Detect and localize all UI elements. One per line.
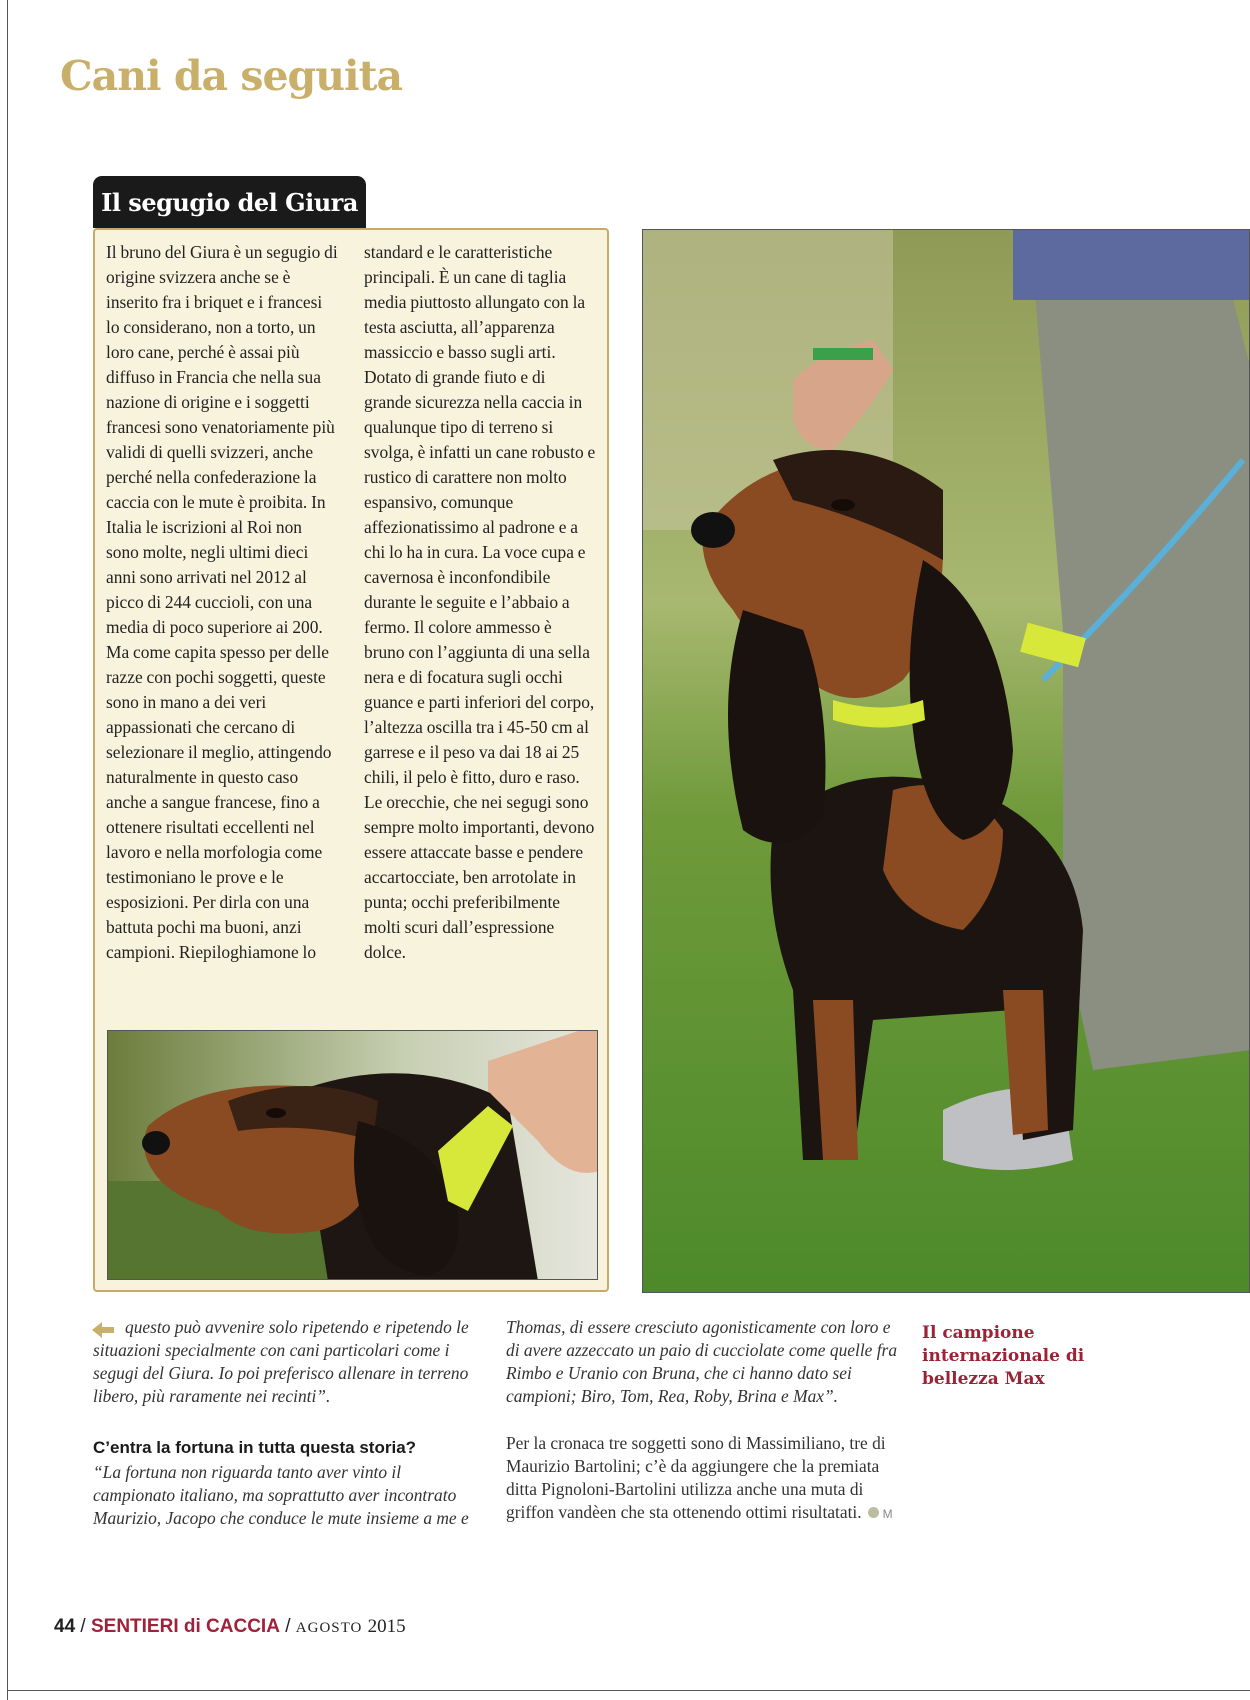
article-paragraph-text: Per la cronaca tre soggetti sono di Massimiliano, tre di Maurizio Bartolini; c’è da aggiungere che la premiata ditta Pignoloni-Bartolini utilizza anche una muta di griffon vandèen che sta ottenendo ottimi risultatati. [506,1433,886,1522]
dog-standing-photo [642,229,1250,1293]
magazine-name: SENTIERI di CACCIA [90,1616,280,1637]
box-column-2: standard e le caratteristiche principali. È un cane di taglia media piuttosto allungato con la testa asciutta, all’apparenza massiccio e basso sugli arti. Dotato di grande fiuto e di grande sicurezza nella caccia in qualunque tipo di terreno si svolga, è infatti un cane robusto e rustico di carattere non molto espansivo, comunque affezionatissimo al padrone e a chi lo ha in cura. La voce cupa e cavernosa è inconfondibile durante le seguite e l’abbaio a fermo. Il colore ammesso è bruno con l’aggiunta di una sella nera e di focatura sugli occhi guance e parti inferiori del corpo, l’altezza oscilla tra i 45-50 cm al garrese e il peso va dai 18 ai 25 chili, il pelo è fitto, duro e raso. Le orecchie, che nei segugi sono sempre molto importanti, devono essere attaccate basse e pendere accartocciate, ben arrotolate in punta; occhi preferibilmente molti scuri dall’espressione dolce. [364,242,596,962]
page-border [7,0,8,1700]
photo-caption: Il campione internazionale di bellezza Max [922,1323,1085,1389]
page-footer [54,1616,406,1638]
article-paragraph: Thomas, di essere cresciuto agonisticamente con loro e di avere azzeccato un paio di cucciolate come quelle fra Rimbo e Uranio con Bruna, che ci hanno dato sei campioni; Biro, Tom, Rea, Roby, Brina e Max”. [506,1317,898,1406]
article-paragraph: “La fortuna non riguarda tanto aver vinto il campionato italiano, ma soprattutto aver incontrato Maurizio, Jacopo che conduce le mute insieme a me e [93,1462,469,1528]
box-column-1: Il bruno del Giura è un segugio di origine svizzera anche se è inserito fra i briquet e i francesi lo considerano, non a torto, un loro cane, perché è assai più diffuso in Francia che nella sua nazione di origine e i soggetti francesi sono venatoriamente più validi di quelli svizzeri, anche perché nella confederazione la caccia con le mute è proibita. In Italia le iscrizioni al Roi non sono molte, negli ultimi dieci anni sono arrivati nel 2012 al picco di 244 cuccioli, con una media di poco superiore ai 200. Ma come capita spesso per delle razze con pochi soggetti, queste sono in mano a dei veri appassionati che cercano di selezionare il meglio, attingendo naturalmente in questo caso anche a sangue francese, fino a ottenere risultati eccellenti nel lavoro e nella morfologia come testimoniano le prove e le esposizioni. Per dirla con una battuta pochi ma buoni, anzi campioni. Riepiloghiamone lo [106,242,338,962]
box-title: Il segugio del Giura [101,187,358,217]
issue-month: AGOSTO [295,1620,363,1636]
issue-year: 2015 [367,1616,406,1637]
page-border [7,1690,1250,1691]
dog-head-photo [107,1030,598,1280]
footer-separator: / [80,1616,86,1637]
article-question: C’entra la fortuna in tutta questa storia? [93,1438,417,1457]
footer-separator: / [285,1616,291,1637]
article-paragraph [506,1432,898,1526]
box-title-tab [93,176,366,228]
end-mark-icon [868,1507,879,1518]
article-paragraph: questo può avvenire solo ripetendo e ripetendo le situazioni specialmente con cani particolari come i segugi del Giura. Io poi preferisco allenare in terreno libero, più raramente nei recinti”. [93,1317,469,1406]
section-title: Cani da seguita [60,52,403,100]
end-mark-letter: M [882,1507,893,1521]
page-number: 44 [54,1616,76,1637]
